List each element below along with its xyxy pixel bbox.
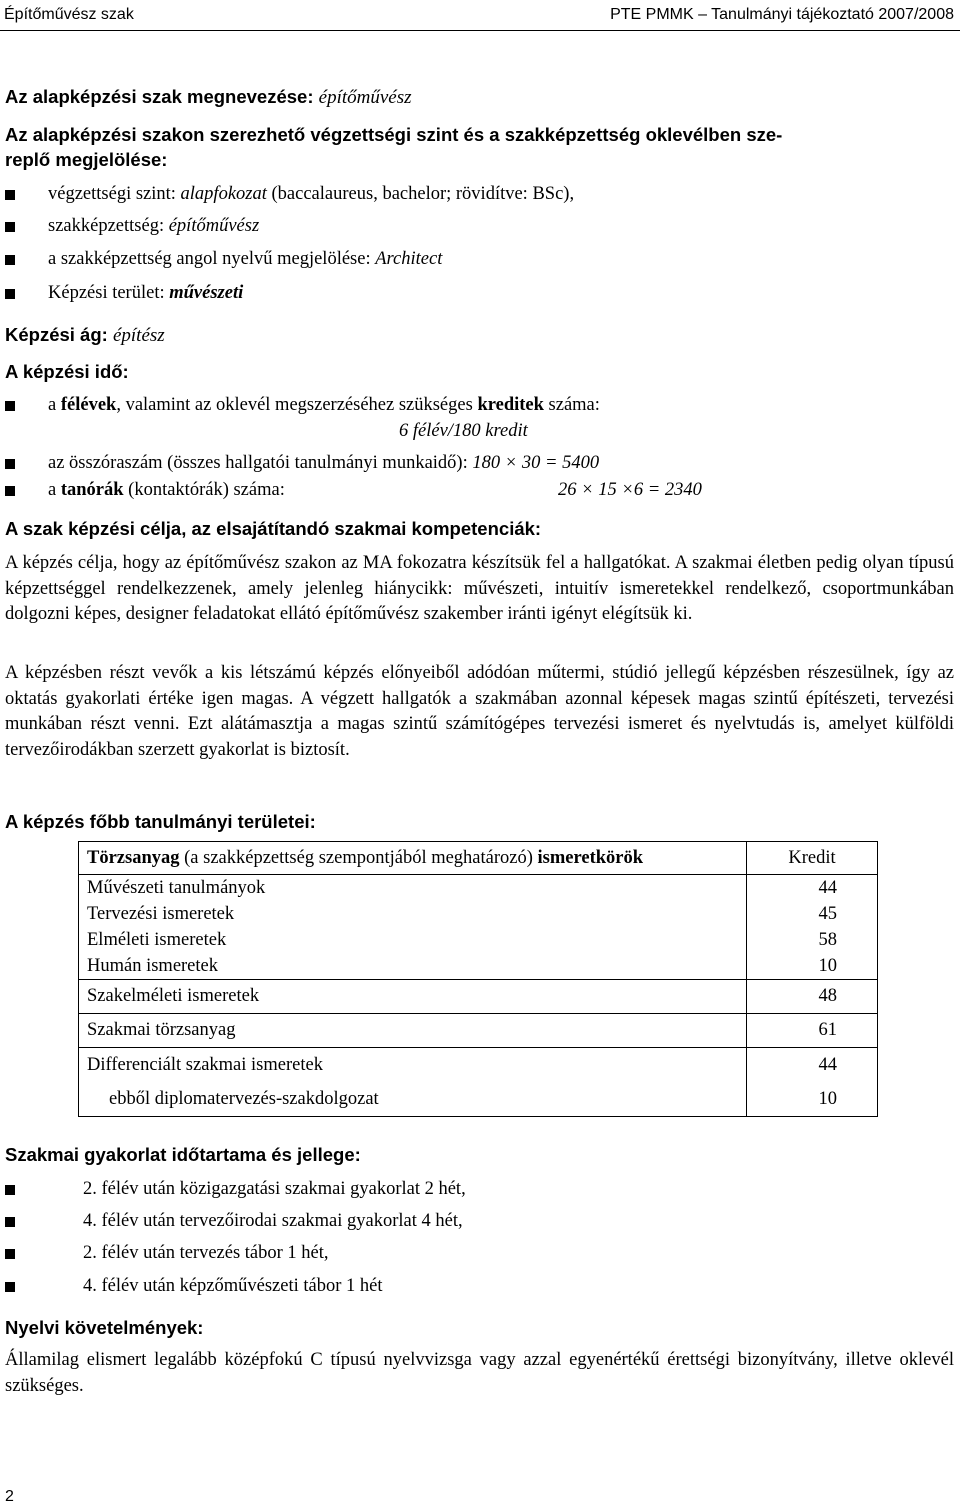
bullet-icon xyxy=(5,255,15,265)
page-number: 2 xyxy=(5,1488,14,1505)
areas-heading: A képzés főbb tanulmányi területei: xyxy=(5,811,316,832)
study-areas-table xyxy=(78,841,878,1117)
bullet-icon xyxy=(5,401,15,411)
bullet-icon xyxy=(5,1217,15,1227)
header-left: Építőművész szak xyxy=(4,6,134,23)
branch-heading: Képzési ág: építész xyxy=(5,324,165,346)
table-row: Humán ismeretek 10 xyxy=(79,953,878,980)
bullet-icon xyxy=(5,222,15,232)
language-paragraph: Államilag elismert legalább középfokú C típusú nyelvvizsga vagy azzal egyenértékű érettségi bizonyítvány, illetve oklevél szükséges. xyxy=(5,1350,954,1396)
header-right: PTE PMMK – Tanulmányi tájékoztató 2007/2008 xyxy=(610,6,954,23)
degree-heading-line1: Az alapképzési szakon szerezhető végzettségi szint és a szakképzettség oklevélben sze- xyxy=(5,124,783,145)
table-row: Szakelméleti ismeretek 48 xyxy=(79,980,878,1014)
goals-paragraph-2: A képzésben részt vevők a kis létszámú képzés előnyeiből adódóan műtermi, stúdió jellegű képzésben részesülnek, így az oktatás gyakorlati értéke igen magas. A végzett hallgatók a szakmában azonnal képesek magas szintű építészeti, tervezési munkában részt venni. Ezt alátámasztja a magas szintű számítógépes tervezési ismeret és nyelvtudás is, amelyet külföldi tervezőirodákban szerzett gyakorlat is biztosít. xyxy=(5,663,954,761)
bullet-icon xyxy=(5,289,15,299)
table-row: Differenciált szakmai ismeretek 44 xyxy=(79,1048,878,1083)
goals-heading: A szak képzési célja, az elsajátítandó szakmai kompetenciák: xyxy=(5,518,542,539)
bullet-icon xyxy=(5,1249,15,1259)
duration-heading: A képzési idő: xyxy=(5,361,129,382)
table-row: Szakmai törzsanyag 61 xyxy=(79,1014,878,1048)
goals-paragraph-1: A képzés célja, hogy az építőművész szakon az MA fokozatra készítsük fel a hallgatókat. A szakmai életben pedig olyan típusú képzettséggel rendelkezzenek, amely jelenleg hiánycikk: művészeti, intuitív ismeretekkel rendelkező, csoportmunkában dolgozni képes, designer feladatokat ellátó építőművész szakember iránti igényt elégítsük ki. xyxy=(5,553,954,625)
bullet-icon xyxy=(5,190,15,200)
language-heading: Nyelvi követelmények: xyxy=(5,1317,204,1338)
branch-value: építész xyxy=(112,325,165,346)
degree-heading-line2: replő megjelölése: xyxy=(5,149,168,170)
bullet-icon xyxy=(5,1282,15,1292)
table-row: Elméleti ismeretek 58 xyxy=(79,927,878,953)
table-header-row xyxy=(79,842,878,875)
bullet-icon xyxy=(5,459,15,469)
bullet-icon xyxy=(5,486,15,496)
table-header-credit: Kredit xyxy=(747,842,878,875)
practice-heading: Szakmai gyakorlat időtartama és jellege: xyxy=(5,1144,361,1165)
contact-hours-value: 26 × 15 ×6 = 2340 xyxy=(558,480,702,500)
name-heading: Az alapképzési szak megnevezése: építőművész xyxy=(5,86,412,108)
page-header xyxy=(0,0,960,31)
name-value: építőművész xyxy=(318,87,412,108)
table-row: ebből diplomatervezés-szakdolgozat 10 xyxy=(79,1082,878,1117)
table-row: Tervezési ismeretek 45 xyxy=(79,901,878,927)
table-header-area: Törzsanyag (a szakképzettség szempontjából meghatározó) ismeretkörök xyxy=(87,847,644,868)
table-row: Művészeti tanulmányok 44 xyxy=(79,875,878,902)
bullet-icon xyxy=(5,1185,15,1195)
semester-credit-value: 6 félév/180 kredit xyxy=(399,421,528,441)
